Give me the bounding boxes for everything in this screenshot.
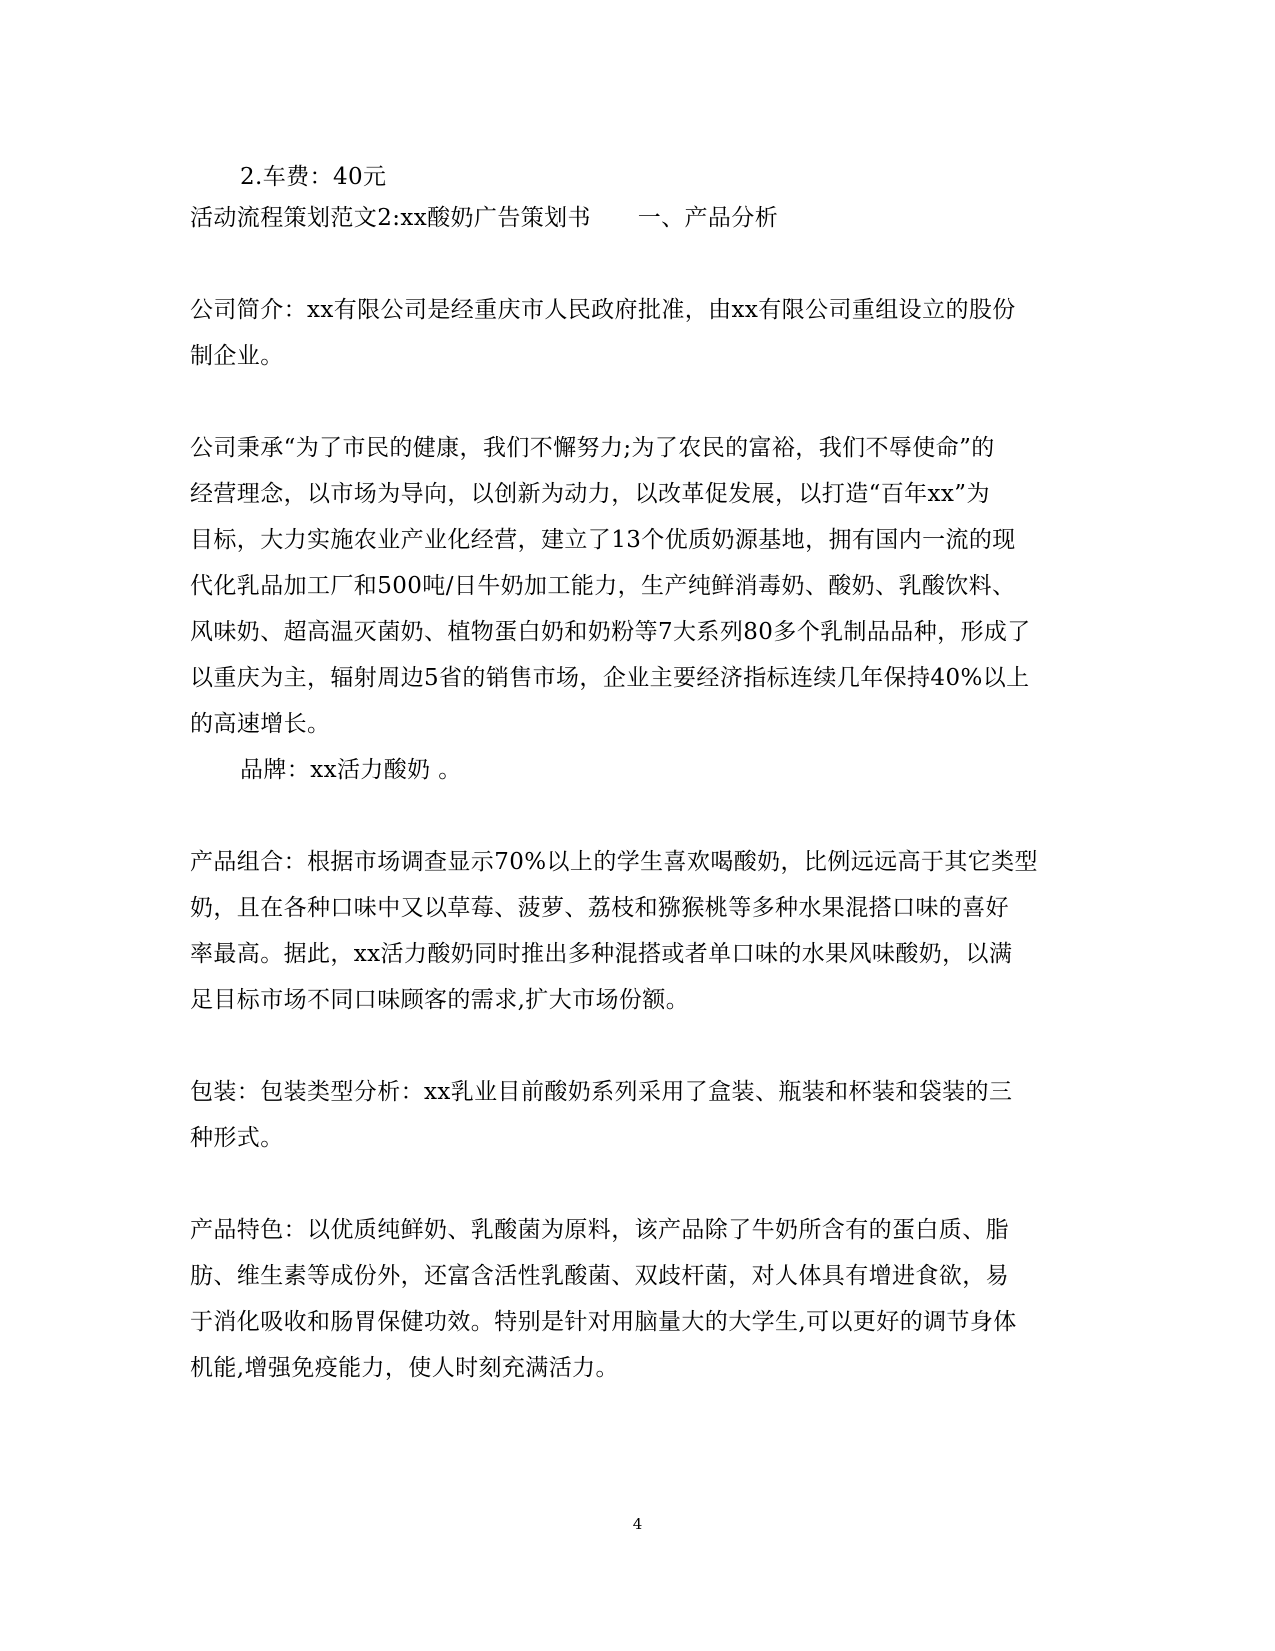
text-line: 经营理念，以市场为导向，以创新为动力，以改革促发展，以打造“百年xx”为 [190, 481, 990, 507]
text-line-car-fee: 2.车费：40元 [240, 164, 387, 190]
text-line: 产品特色：以优质纯鲜奶、乳酸菌为原料，该产品除了牛奶所含有的蛋白质、脂 [190, 1217, 1009, 1243]
text-line: 机能,增强免疫能力，使人时刻充满活力。 [190, 1355, 619, 1381]
text-line: 于消化吸收和肠胃保健功效。特别是针对用脑量大的大学生,可以更好的调节身体 [190, 1309, 1017, 1335]
text-line: 肪、维生素等成份外，还富含活性乳酸菌、双歧杆菌，对人体具有增进食欲，易 [190, 1263, 1009, 1289]
text-line: 公司秉承“为了市民的健康，我们不懈努力;为了农民的富裕，我们不辱使命”的 [190, 435, 995, 461]
text-line: 种形式。 [190, 1125, 284, 1151]
text-line: 奶，且在各种口味中又以草莓、菠萝、荔枝和猕猴桃等多种水果混搭口味的喜好 [190, 895, 1009, 921]
text-line: 率最高。据此，xx活力酸奶同时推出多种混搭或者单口味的水果风味酸奶，以满 [190, 941, 1013, 967]
text-line-brand: 品牌：xx活力酸奶 。 [240, 757, 462, 783]
text-line: 公司简介：xx有限公司是经重庆市人民政府批准，由xx有限公司重组设立的股份 [190, 297, 1016, 323]
text-line: 的高速增长。 [190, 711, 331, 737]
text-line: 风味奶、超高温灭菌奶、植物蛋白奶和奶粉等7大系列80多个乳制品品种，形成了 [190, 619, 1031, 645]
page-number: 4 [632, 1515, 643, 1533]
text-line: 目标，大力实施农业产业化经营，建立了13个优质奶源基地，拥有国内一流的现 [190, 527, 1016, 553]
text-line: 制企业。 [190, 343, 284, 369]
text-line: 包装：包装类型分析：xx乳业目前酸奶系列采用了盒装、瓶装和杯装和袋装的三 [190, 1079, 1013, 1105]
text-line: 代化乳品加工厂和500吨/日牛奶加工能力，生产纯鲜消毒奶、酸奶、乳酸饮料、 [190, 573, 1016, 599]
text-line: 以重庆为主，辐射周边5省的销售市场，企业主要经济指标连续几年保持40%以上 [190, 665, 1030, 691]
text-line: 足目标市场不同口味顾客的需求,扩大市场份额。 [190, 987, 690, 1013]
text-line: 产品组合：根据市场调查显示70%以上的学生喜欢喝酸奶，比例远远高于其它类型 [190, 849, 1038, 875]
section-heading: 活动流程策划范文2:xx酸奶广告策划书 一、产品分析 [190, 205, 779, 231]
